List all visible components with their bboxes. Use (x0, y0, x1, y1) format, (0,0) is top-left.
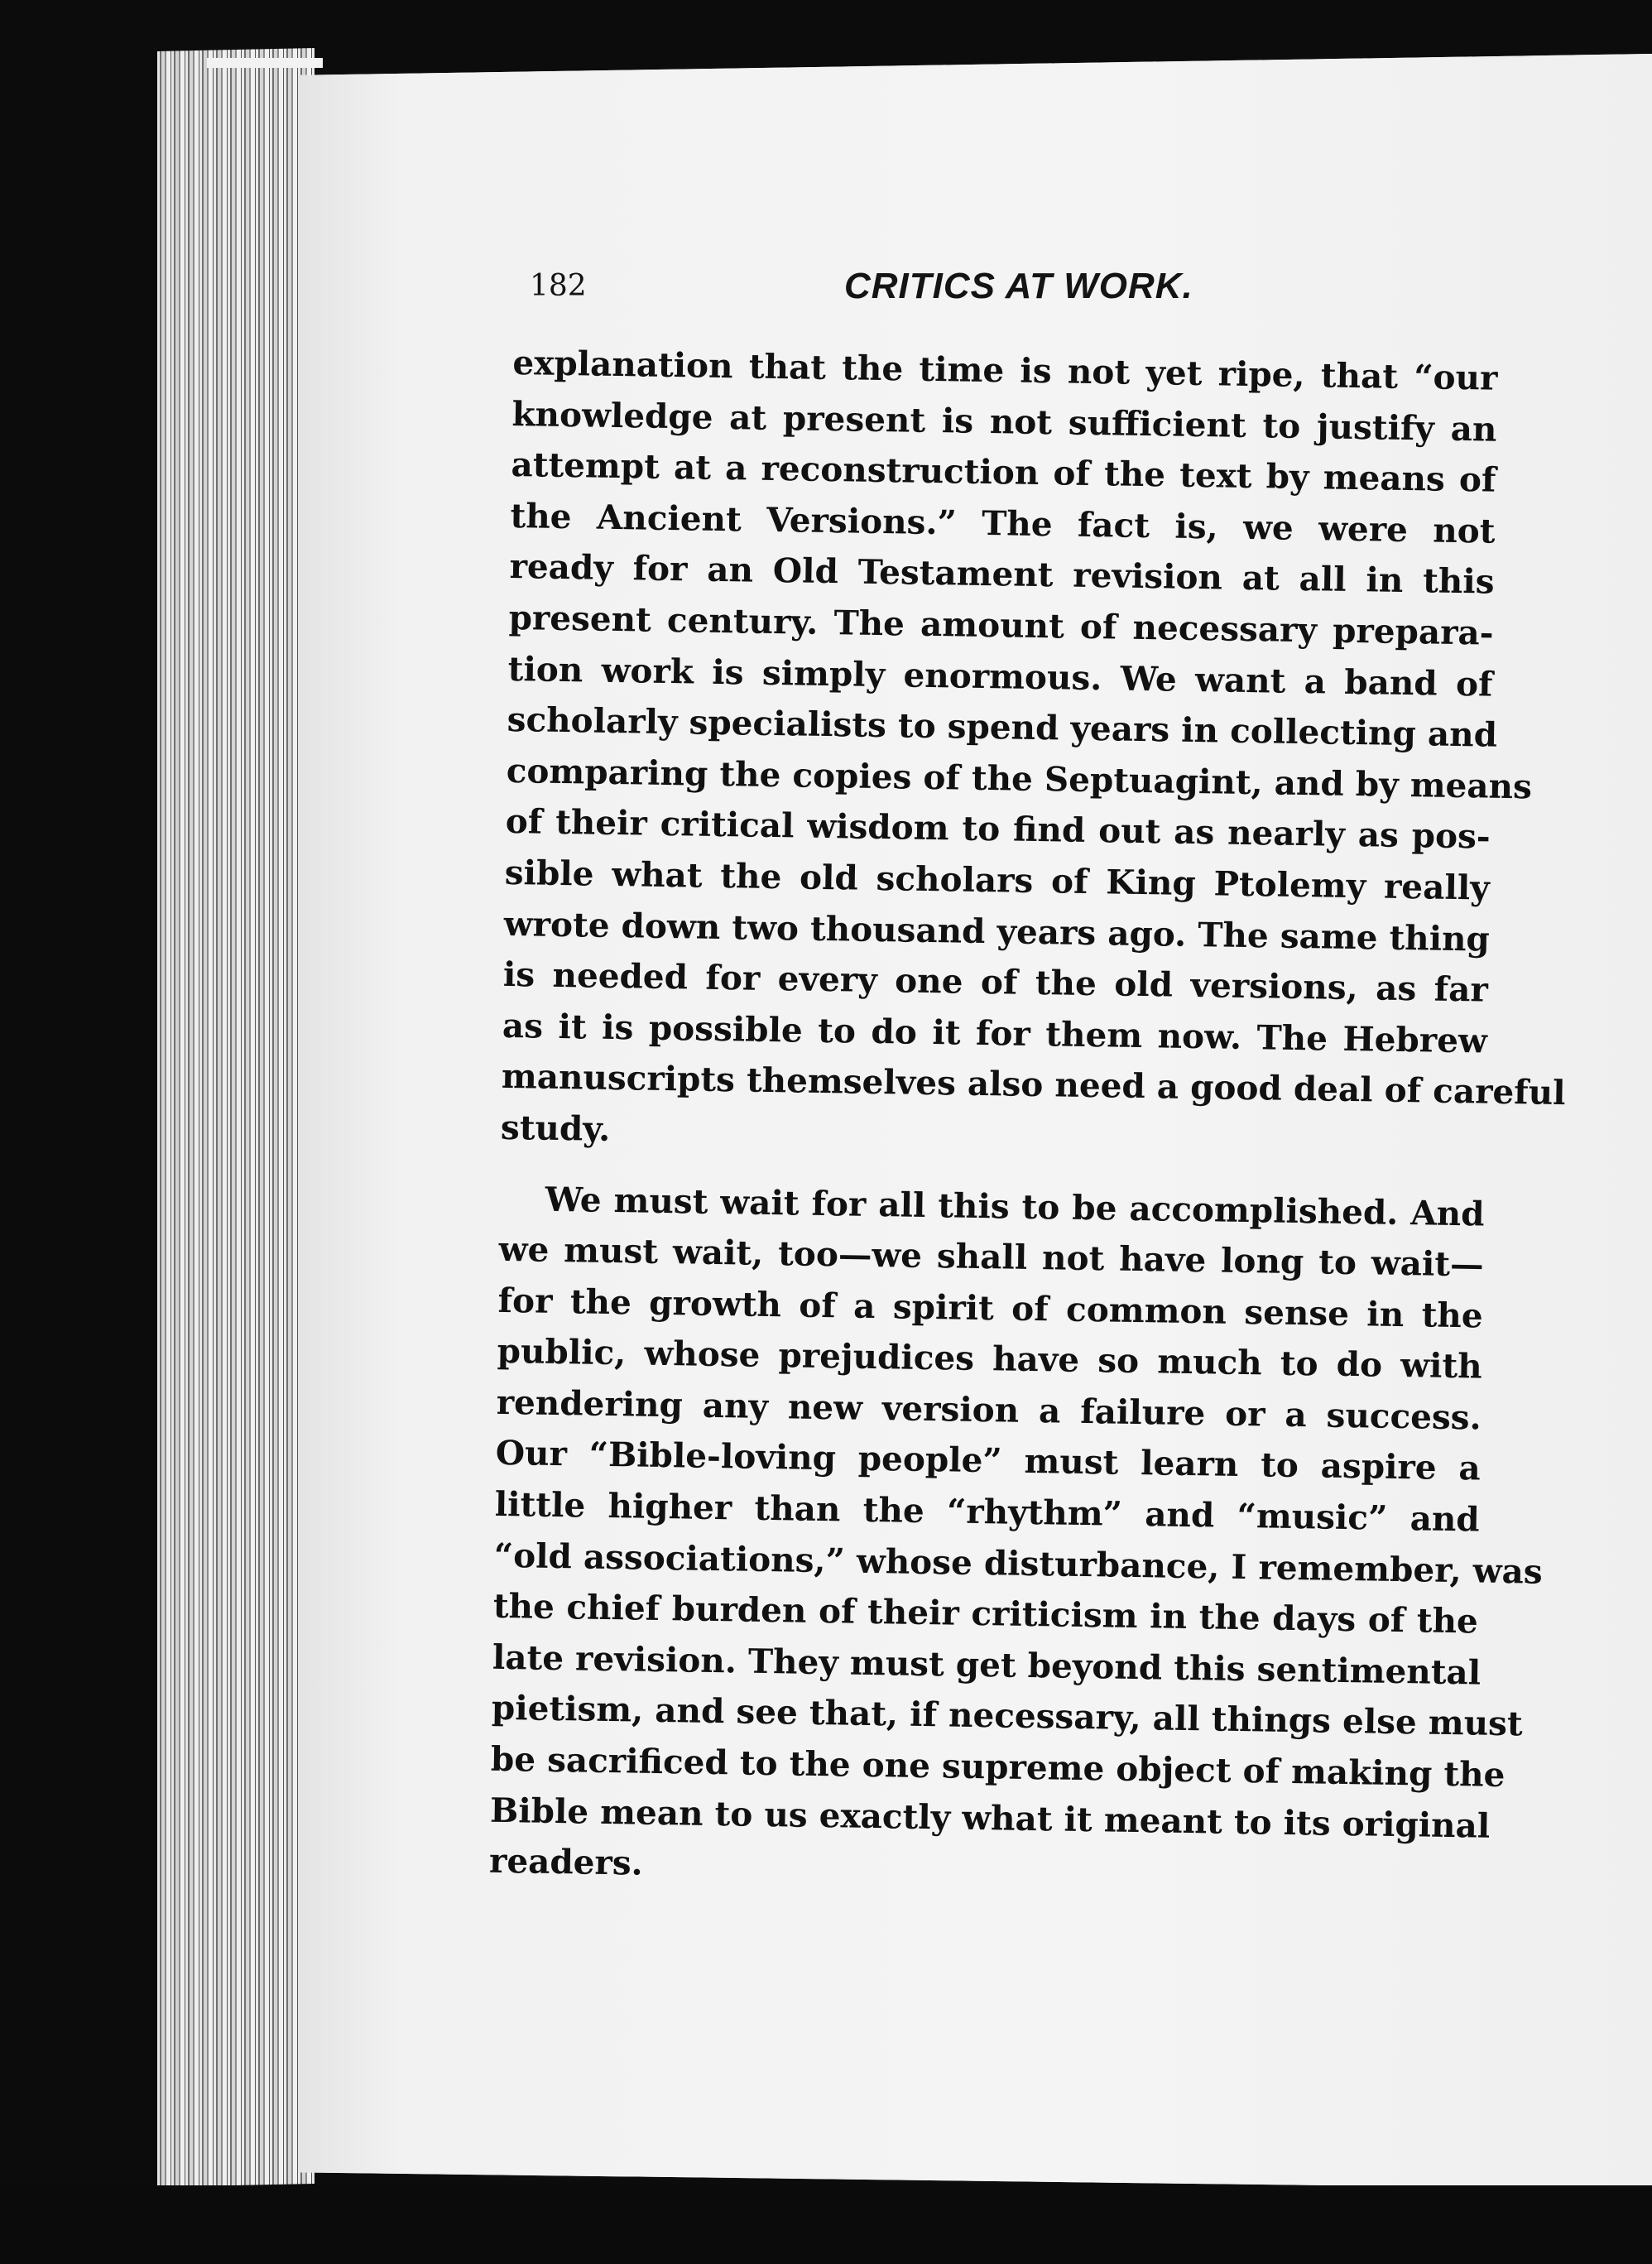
page-number: 182 (530, 269, 587, 303)
text-line: rendering any new version a failure or a success. (496, 1382, 1482, 1438)
text-line: tion work is simply enormous. We want a band of (507, 648, 1493, 704)
text-line: pietism, and see that, if necessary, all things else must (491, 1688, 1524, 1744)
text-line: public, whose prejudices have so much to do with (497, 1331, 1482, 1387)
text-line: Bible mean to us exactly what it meant to its original (489, 1790, 1491, 1846)
text-line: the Ancient Versions.” The fact is, we were not (510, 495, 1496, 551)
text-line: the chief burden of their criticism in the days of the (492, 1586, 1479, 1642)
text-line: Our “Bible-loving people” must learn to aspire a (495, 1433, 1482, 1488)
text-line: attempt at a reconstruction of the text by means of (511, 445, 1496, 500)
text-line: little higher than the “rhythm” and “music” and (494, 1483, 1481, 1540)
scan-bottom-band (0, 2185, 1652, 2264)
text-line: late revision. They must get beyond this sentimental (492, 1637, 1482, 1693)
paragraph-2 (488, 1173, 1544, 1902)
text-line: as it is possible to do it for them now. The Hebrew (502, 1005, 1488, 1061)
text-line: present century. The amount of necessary prepara- (508, 597, 1494, 653)
text-line: explanation that the time is not yet ripe, that “our (512, 342, 1498, 398)
text-line: wrote down two thousand years ago. The same thing (503, 903, 1491, 959)
text-line: readers. (488, 1840, 644, 1883)
running-head: CRITICS AT WORK. (844, 266, 1193, 306)
text-line: we must wait, too—we shall not have long to wait— (498, 1228, 1484, 1285)
text-line: ready for an Old Testament revision at all in this (509, 546, 1495, 603)
text-line: We must wait for all this to be accomplished. And (545, 1179, 1485, 1234)
text-line: manuscripts themselves also need a good deal of careful (501, 1056, 1566, 1113)
body-text (488, 338, 1566, 1902)
text-line: study. (500, 1107, 611, 1149)
text-line: be sacrificed to the one supreme object of making the (490, 1738, 1506, 1795)
text-line: is needed for every one of the old versions, as far (502, 954, 1489, 1010)
text-line: comparing the copies of the Septuagint, and by means (506, 750, 1533, 807)
text-line: “old associations,” whose disturbance, I remember, was (493, 1535, 1544, 1592)
text-line: sible what the old scholars of King Ptolemy really (504, 852, 1491, 908)
book-page-edge-top (207, 58, 323, 68)
text-line: of their critical wisdom to find out as nearly as pos- (505, 801, 1491, 857)
page-header (530, 266, 1490, 319)
paragraph-1 (500, 338, 1566, 1169)
text-line: knowledge at present is not sufficient to justify an (511, 393, 1497, 449)
book-page-edges (157, 48, 315, 2187)
text-line: for the growth of a spirit of common sense in the (497, 1280, 1483, 1336)
text-line: scholarly specialists to spend years in collecting and (507, 699, 1498, 755)
